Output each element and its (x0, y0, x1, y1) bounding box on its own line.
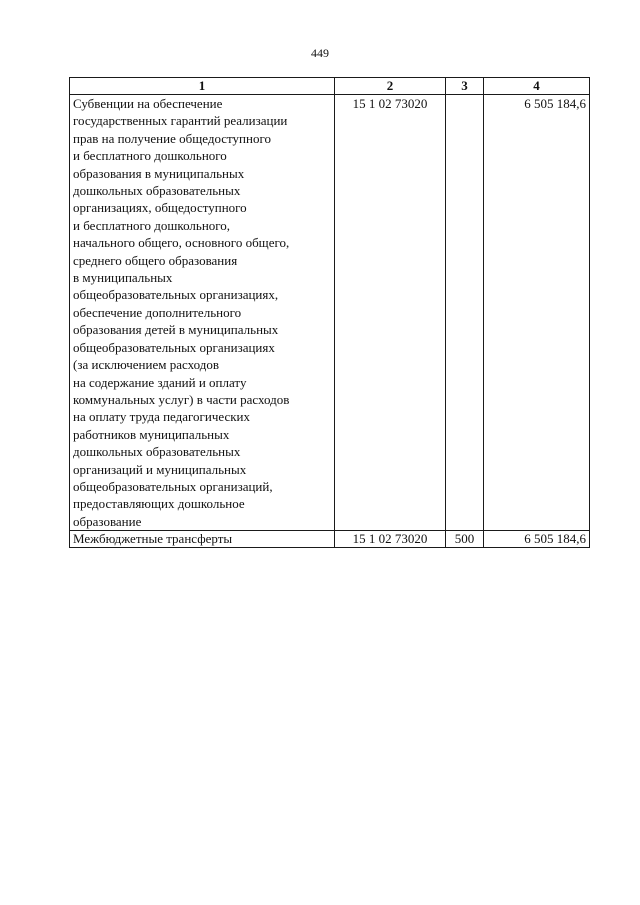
row-name-line: общеобразовательных организациях, (73, 287, 279, 303)
column-header-3: 3 (446, 78, 484, 95)
table-row (70, 531, 590, 548)
row-name-line: образования в муниципальных (73, 165, 245, 181)
row-name-line: работников муниципальных (73, 426, 230, 442)
column-header-2: 2 (335, 78, 446, 95)
row-code-cell: 15 1 02 73020 (335, 95, 446, 531)
row-name-line: в муниципальных (73, 270, 173, 286)
row-name-line: государственных гарантий реализации (73, 113, 288, 129)
row-name-line: начального общего, основного общего, (73, 235, 290, 251)
row-name-line: Субвенции на обеспечение (73, 96, 223, 111)
row-name-line: на оплату труда педагогических (73, 409, 251, 425)
row-name-line: среднего общего образования (73, 252, 238, 268)
budget-table (69, 77, 590, 548)
table-row (70, 95, 590, 531)
row-name-line: (за исключением расходов (73, 357, 219, 373)
row-name-cell: Межбюджетные трансферты (70, 531, 335, 548)
row-name-line: образование (73, 513, 142, 529)
row-name-line: общеобразовательных организациях (73, 339, 275, 355)
row-name-line: дошкольных образовательных (73, 183, 241, 199)
row-code-cell: 15 1 02 73020 (335, 531, 446, 548)
page-number: 449 (311, 46, 329, 60)
column-header-1: 1 (70, 78, 335, 95)
column-header-4: 4 (484, 78, 590, 95)
table-header-row (70, 78, 590, 95)
row-name-line: коммунальных услуг) в части расходов (73, 391, 290, 407)
row-name-line: на содержание зданий и оплату (73, 374, 247, 390)
row-type-cell (446, 95, 484, 531)
row-name-line: дошкольных образовательных (73, 444, 241, 460)
row-name-line: организациях, общедоступного (73, 200, 247, 216)
row-type-cell: 500 (446, 531, 484, 548)
row-name-line: прав на получение общедоступного (73, 130, 271, 146)
row-name-line: общеобразовательных организаций, (73, 478, 273, 494)
row-name-line: предоставляющих дошкольное (73, 496, 245, 512)
row-amount-cell: 6 505 184,6 (484, 531, 590, 548)
row-name-line: обеспечение дополнительного (73, 304, 242, 320)
row-name-line: образования детей в муниципальных (73, 322, 279, 338)
row-name-line: организаций и муниципальных (73, 461, 247, 477)
row-amount-cell: 6 505 184,6 (484, 95, 590, 531)
row-name-cell (70, 95, 335, 531)
row-name-line: и бесплатного дошкольного (73, 148, 227, 164)
row-name-line: и бесплатного дошкольного, (73, 217, 231, 233)
